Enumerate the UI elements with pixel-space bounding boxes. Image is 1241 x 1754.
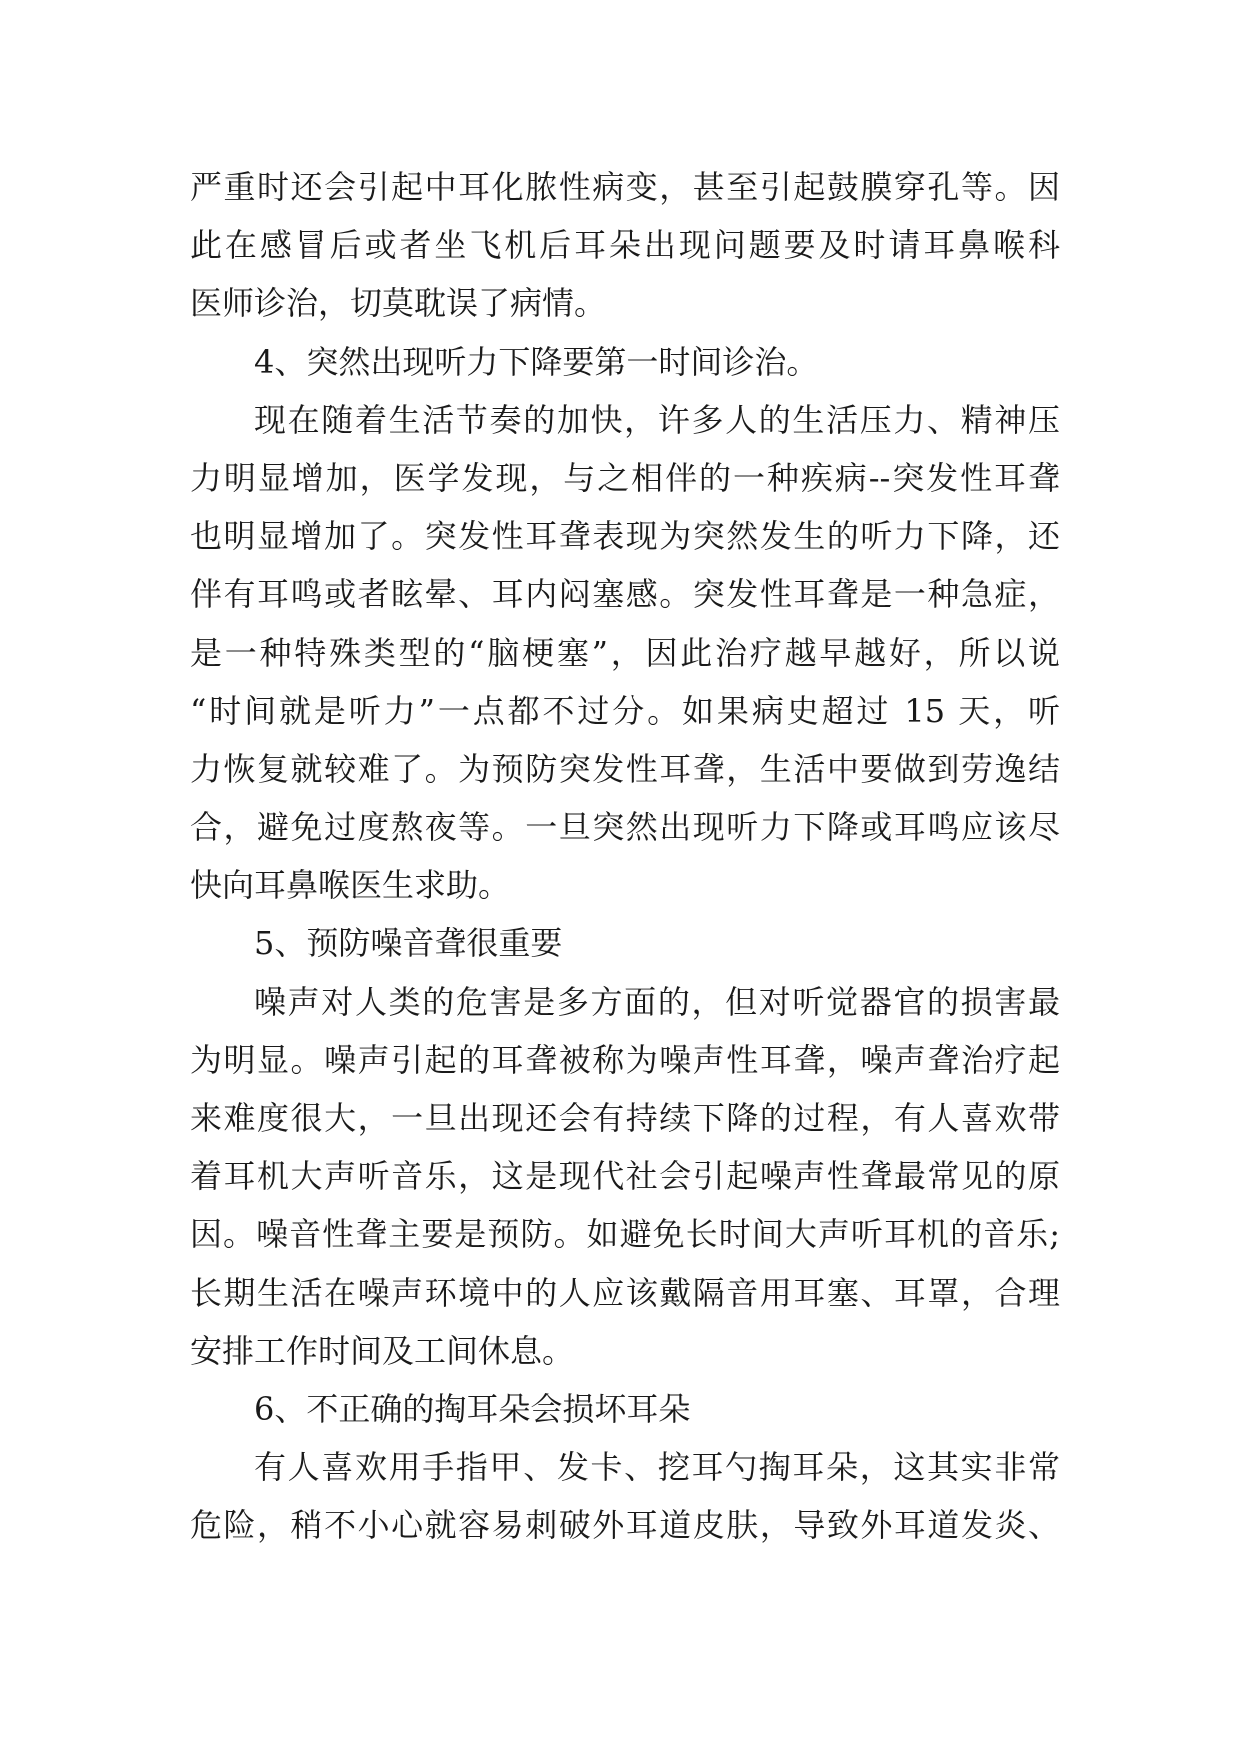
text-line: 是一种特殊类型的“脑梗塞”，因此治疗越早越好，所以说 bbox=[190, 633, 1060, 672]
paragraph bbox=[190, 158, 1060, 333]
text-line: 危险，稍不小心就容易刺破外耳道皮肤，导致外耳道发炎、 bbox=[190, 1506, 1060, 1545]
paragraph bbox=[190, 973, 1060, 1380]
text-line: “时间就是听力”一点都不过分。如果病史超过 15 天，听 bbox=[190, 691, 1060, 730]
text-line: 伴有耳鸣或者眩晕、耳内闷塞感。突发性耳聋是一种急症， bbox=[190, 575, 1060, 614]
text-line: 此在感冒后或者坐飞机后耳朵出现问题要及时请耳鼻喉科 bbox=[190, 226, 1060, 265]
text-line: 快向耳鼻喉医生求助。 bbox=[190, 866, 511, 905]
text-line: 来难度很大，一旦出现还会有持续下降的过程，有人喜欢带 bbox=[190, 1099, 1060, 1137]
text-line: 力明显增加，医学发现，与之相伴的一种疾病--突发性耳聋 bbox=[190, 458, 1060, 497]
paragraph bbox=[190, 1438, 1060, 1554]
text-line: 着耳机大声听音乐，这是现代社会引起噪声性聋最常见的原 bbox=[190, 1157, 1060, 1196]
text-line: 4、突然出现听力下降要第一时间诊治。 bbox=[254, 342, 819, 381]
section-heading bbox=[190, 333, 1060, 391]
text-line: 噪声对人类的危害是多方面的，但对听觉器官的损害最 bbox=[254, 982, 1060, 1021]
section-heading bbox=[190, 1380, 1060, 1438]
document-body bbox=[190, 158, 1060, 1555]
text-line: 现在随着生活节奏的加快，许多人的生活压力、精神压 bbox=[254, 400, 1060, 439]
text-line: 有人喜欢用手指甲、发卡、挖耳勺掏耳朵，这其实非常 bbox=[254, 1448, 1060, 1487]
paragraph bbox=[190, 391, 1060, 915]
text-line: 长期生活在噪声环境中的人应该戴隔音用耳塞、耳罩，合理 bbox=[190, 1273, 1060, 1312]
section-heading bbox=[190, 914, 1060, 972]
text-line: 5、预防噪音聋很重要 bbox=[254, 924, 563, 963]
text-line: 严重时还会引起中耳化脓性病变，甚至引起鼓膜穿孔等。因 bbox=[190, 168, 1060, 206]
text-line: 因。噪音性聋主要是预防。如避免长时间大声听耳机的音乐; bbox=[190, 1215, 1060, 1254]
text-line: 6、不正确的掏耳朵会损坏耳朵 bbox=[254, 1389, 691, 1428]
text-line: 也明显增加了。突发性耳聋表现为突然发生的听力下降，还 bbox=[190, 517, 1060, 556]
text-line: 为明显。噪声引起的耳聋被称为噪声性耳聋，噪声聋治疗起 bbox=[190, 1040, 1060, 1079]
text-line: 合，避免过度熬夜等。一旦突然出现听力下降或耳鸣应该尽 bbox=[190, 808, 1060, 847]
text-line: 安排工作时间及工间休息。 bbox=[190, 1331, 575, 1370]
text-line: 力恢复就较难了。为预防突发性耳聋，生活中要做到劳逸结 bbox=[190, 749, 1060, 788]
text-line: 医师诊治，切莫耽误了病情。 bbox=[190, 284, 607, 323]
